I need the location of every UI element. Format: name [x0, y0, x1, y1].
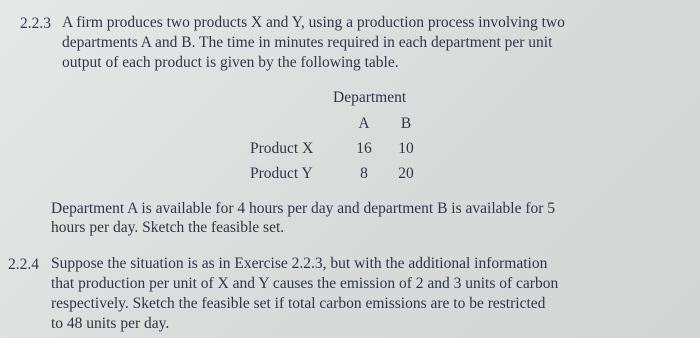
time-table	[250, 111, 432, 186]
paragraph-line: respectively. Sketch the feasible set if total carbon emissions are to be restricted	[51, 295, 546, 312]
cell-a: 16	[356, 139, 372, 157]
paragraph-line: A firm produces two products X and Y, using a production process involving two	[62, 14, 565, 31]
table-row	[250, 161, 432, 186]
paragraph-line: output of each product is given by the following table.	[62, 54, 399, 71]
paragraph-line: hours per day. Sketch the feasible set.	[51, 219, 285, 236]
column-header-b: B	[400, 114, 412, 132]
exercise-number: 2.2.4	[8, 256, 39, 273]
exercise-number: 2.2.3	[20, 15, 51, 32]
table-title: Department	[333, 89, 407, 106]
table-row	[250, 136, 432, 161]
row-label: Product Y	[250, 164, 313, 182]
column-header-a: A	[358, 114, 370, 132]
cell-b: 10	[398, 139, 414, 157]
table-header-row	[250, 111, 432, 136]
paragraph-line: departments A and B. The time in minutes required in each department per unit	[62, 34, 553, 51]
cell-a: 8	[360, 164, 368, 182]
table-corner	[250, 111, 348, 136]
paragraph-line: Department A is available for 4 hours per day and department B is available for 5	[51, 200, 556, 217]
row-label: Product X	[250, 139, 314, 157]
paragraph-line: Suppose the situation is as in Exercise 2.2.3, but with the additional information	[51, 255, 548, 272]
paragraph-line: that production per unit of X and Y causes the emission of 2 and 3 units of carbon	[51, 275, 559, 292]
cell-b: 20	[398, 164, 414, 182]
paragraph-line: to 48 units per day.	[51, 315, 170, 332]
